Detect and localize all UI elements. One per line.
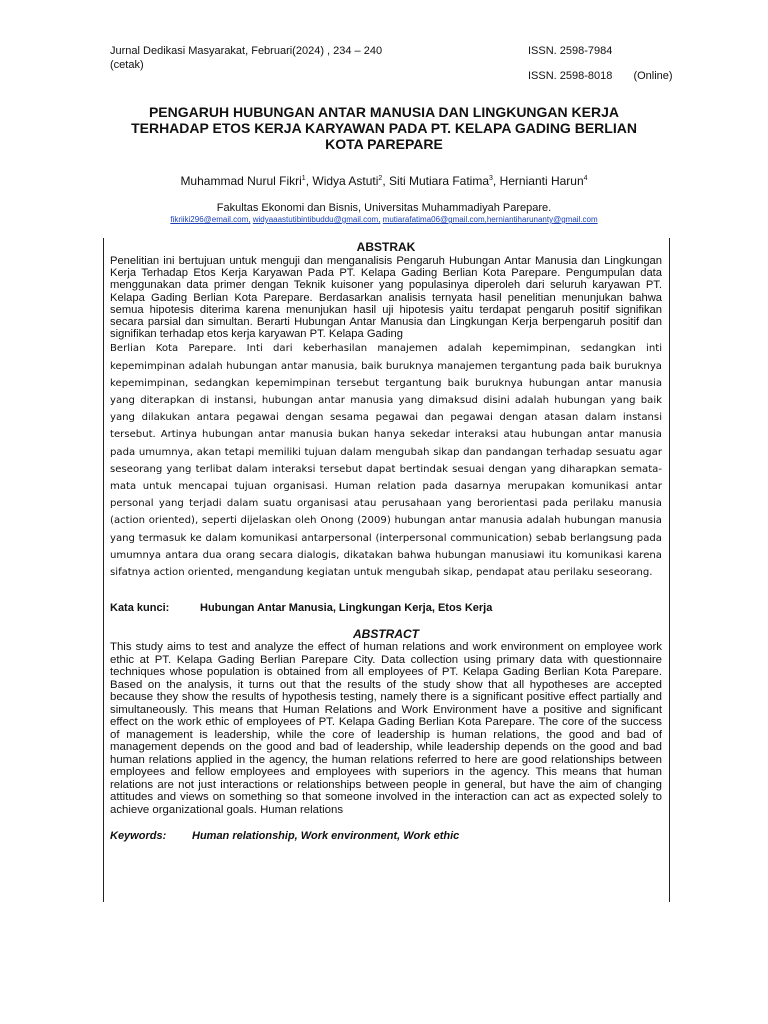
abstract-paragraph: This study aims to test and analyze the effect of human relations and work environment on employee work ethic at PT. Kelapa Gading Berlian Parepare City. Data collection using primary data with questionnaire techniques whose population is obtained from all employees of PT. Kelapa Gading Berlian Kota Parepare. Based on the analysis, it turns out that the results of the study show that all hypotheses are accepted because they show the results of hypothesis testing, namely there is a significant positive effect partially and simultaneously. This means that Human Relations and Work Environment have a positive and significant effect on the work ethic of employees of PT. Kelapa Gading Berlian Kota Parepare. The core of the success of management is leadership, while the core of leadership is human relations, the good and bad of management depends on the good and bad of leadership, while leadership depends on the good and bad human relations applied in the agency, the human relations referred to here are good relationships between employees and fellow employees and employees with superiors in the agency. This means that human relations are not just interactions or relationships between people in general, but have the aim of changing attitudes and views on something so that someone involved in the interaction can act as expected solely to achieve organizational goals. Human relations bbox=[110, 641, 662, 816]
keywords-label: Keywords: bbox=[110, 830, 167, 843]
journal-citation bbox=[110, 44, 382, 72]
issn-online bbox=[528, 69, 673, 83]
kata-kunci-line bbox=[110, 601, 662, 615]
abstract-section bbox=[110, 240, 662, 843]
email-link[interactable]: herniantiharunanty@gmail.com bbox=[486, 215, 598, 224]
author-emails bbox=[0, 215, 768, 225]
keywords-line bbox=[110, 829, 662, 843]
abstrak-heading: ABSTRAK bbox=[356, 240, 416, 254]
author-name: Hernianti Harun bbox=[499, 174, 584, 188]
affiliation: Fakultas Ekonomi dan Bisnis, Universitas Muhammadiyah Parepare. bbox=[216, 202, 552, 214]
kata-kunci-value: Hubungan Antar Manusia, Lingkungan Kerja, Etos Kerja bbox=[200, 602, 493, 615]
author-affiliation-mark: 4 bbox=[583, 175, 588, 182]
abstrak-paragraph-2: Berlian Kota Parepare. Inti dari keberhasilan manajemen adalah kepemimpinan, sedangkan inti kepemimpinan adalah hubungan antar manusia, baik buruknya manajemen tergantung pada baik buruknya kepemimpinan, sedangkan kepemimpinan tersebut tergantung baik buruknya hubungan antar manusia yang diterapkan di instansi, hubungan antar manusia yang dimaksud disini adalah hubungan yang baik yang dilakukan antara pegawai dengan sesama pegawai dan pegawai dengan atasan dalam instansi tersebut. Artinya hubungan antar manusia bukan hanya sekedar interaksi atau hubungan antar manusia pada umumnya, akan tetapi memiliki tujuan dalam mengubah sikap dan pandangan terhadap sesuatu agar seseorang yang terlibat dalam interaksi tersebut dapat bertindak sesuai dengan yang diharapkan semata-mata untuk mencapai tujuan organisasi. Human relation pada dasarnya merupakan komunikasi antar personal yang terjadi dalam suatu organisasi atau perusahaan yang berorientasi pada perilaku manusia (action oriented), seperti dijelaskan oleh Onong (2009) hubungan antar manusia adalah hubungan manusia yang termasuk ke dalam komunikasi antarpersonal (interpersonal communication) sebab berlangsung pada umumnya antara dua orang secara dialogis, dikatakan bahwa hubungan manusiawi itu komunikasi karena sifatnya action oriented, mengandung kegiatan untuk mengubah sikap, pendapat atau perilaku seseorang. bbox=[110, 343, 662, 579]
author-name: Widya Astuti bbox=[312, 174, 379, 188]
kata-kunci-label: Kata kunci: bbox=[110, 602, 170, 615]
author-affiliation-mark: 3 bbox=[489, 175, 493, 182]
abstract-heading: ABSTRACT bbox=[353, 627, 419, 642]
author-affiliation-mark: 1 bbox=[301, 175, 306, 182]
online-label: (Online) bbox=[633, 70, 673, 82]
author-affiliation-mark: 2 bbox=[378, 175, 383, 182]
author-name: Siti Mutiara Fatima bbox=[388, 174, 490, 188]
keywords-value: Human relationship, Work environment, Work ethic bbox=[192, 830, 460, 843]
journal-name: Jurnal Dedikasi Masyarakat, Februari(2024) , 234 – 240 bbox=[110, 45, 383, 57]
author-name: Muhammad Nurul Fikri bbox=[180, 174, 302, 188]
print-label: (cetak) bbox=[110, 59, 144, 71]
author-list: Muhammad Nurul Fikri$^1$, Widya Astuti$^2$, Siti Mutiara Fatima$^3$, Hernianti Harun$^4$ bbox=[180, 174, 588, 188]
issn-print: ISSN. 2598-7984 bbox=[528, 45, 613, 57]
email-link[interactable]: fikriiki296@email.com, bbox=[170, 215, 251, 224]
email-link[interactable]: mutiarafatima06@gmail.com, bbox=[382, 215, 487, 224]
abstrak-paragraph-1: Penelitian ini bertujuan untuk menguji dan menganalisis Pengaruh Hubungan Antar Manusia dan Lingkungan Kerja Terhadap Etos Kerja Karyawan Pada PT. Kelapa Gading Berlian Kota Parepare. Pengumpulan data menggunakan data primer dengan Teknik kuisoner yang populasinya diperoleh dari seluruh karyawan PT. Kelapa Gading Berlian Kota Parepare. Berdasarkan analisis ternyata hasil penelitian menunjukan bahwa semua hipotesis diterima karena menunjukan hasil uji hipotesis yaitu terdapat pengaruh positif signifikan secara parsial dan simultan. Berarti Hubungan Antar Manusia dan Lingkungan Kerja berpengaruh positif dan signifikan terhadap etos kerja karyawan PT. Kelapa Gading bbox=[110, 255, 662, 341]
paper-title: PENGARUH HUBUNGAN ANTAR MANUSIA DAN LINGKUNGAN KERJA TERHADAP ETOS KERJA KARYAWAN PADA PT. KELAPA GADING BERLIAN KOTA PAREPARE bbox=[131, 104, 637, 152]
issn-online-number: ISSN. 2598-8018 bbox=[528, 70, 613, 82]
email-link[interactable]: widyaaastutibintibuddu@gmail.com, bbox=[252, 215, 381, 224]
